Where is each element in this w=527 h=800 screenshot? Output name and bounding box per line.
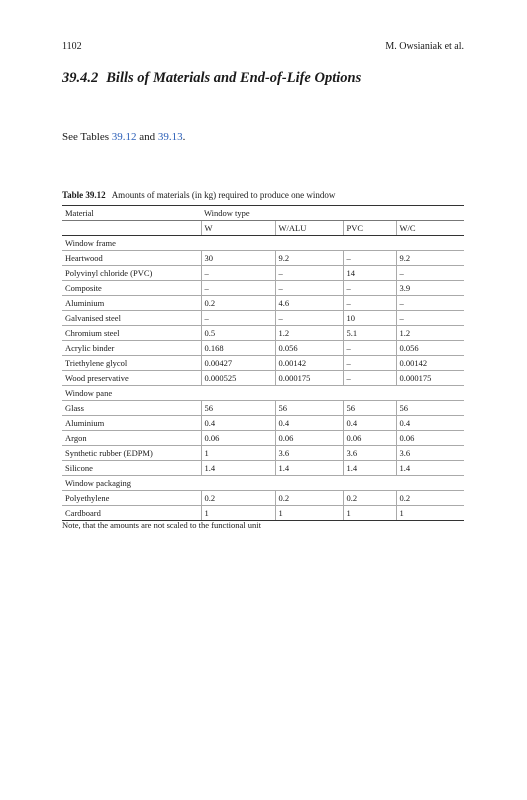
table-cell: 0.4	[275, 416, 343, 431]
material-name: Heartwood	[62, 251, 201, 266]
table-ref-link-39-13[interactable]: 39.13	[157, 131, 183, 143]
table-cell: 1	[201, 506, 275, 521]
section-number: 39.4.2	[62, 70, 99, 86]
table-row	[62, 281, 464, 296]
table-cell: 1	[275, 506, 343, 521]
table-row	[62, 416, 464, 431]
table-row	[62, 431, 464, 446]
table-cell: 9.2	[396, 251, 464, 266]
table-cell: –	[343, 371, 396, 386]
table-cell: 0.00142	[396, 356, 464, 371]
table-cell: –	[396, 311, 464, 326]
table-cell: –	[343, 281, 396, 296]
table-cell: 0.000175	[396, 371, 464, 386]
section-heading	[62, 70, 361, 87]
table-cell: 9.2	[275, 251, 343, 266]
table-cell: 3.6	[275, 446, 343, 461]
table-row	[62, 356, 464, 371]
table-cell: 0.06	[201, 431, 275, 446]
table-caption-text: Amounts of materials (in kg) required to produce one window	[111, 190, 336, 200]
material-name: Triethylene glycol	[62, 356, 201, 371]
material-name: Silicone	[62, 461, 201, 476]
material-name: Aluminium	[62, 416, 201, 431]
table-row	[62, 296, 464, 311]
material-name: Wood preservative	[62, 371, 201, 386]
table-row	[62, 326, 464, 341]
table-row	[62, 251, 464, 266]
table-cell: 0.056	[396, 341, 464, 356]
column-header: W/ALU	[275, 221, 343, 236]
table-row	[62, 371, 464, 386]
header-blank	[62, 221, 201, 236]
table-row	[62, 341, 464, 356]
table-cell: 0.2	[343, 491, 396, 506]
table-cell: 30	[201, 251, 275, 266]
table-row	[62, 506, 464, 521]
table-group-row	[62, 476, 464, 491]
page-number: 1102	[62, 41, 82, 52]
material-name: Galvanised steel	[62, 311, 201, 326]
table-row	[62, 461, 464, 476]
table-ref-link-39-12[interactable]: 39.12	[111, 131, 137, 143]
table-cell: 0.4	[396, 416, 464, 431]
table-row	[62, 311, 464, 326]
table-cell: 3.6	[396, 446, 464, 461]
table-cell: 56	[201, 401, 275, 416]
table-cell: –	[343, 251, 396, 266]
table-note: Note, that the amounts are not scaled to the functional unit	[62, 520, 261, 530]
material-name: Aluminium	[62, 296, 201, 311]
table-cell: 3.9	[396, 281, 464, 296]
table-cell: 5.1	[343, 326, 396, 341]
table-cell: 0.06	[275, 431, 343, 446]
table-cell: 1.2	[396, 326, 464, 341]
table-cell: 56	[396, 401, 464, 416]
material-name: Synthetic rubber (EDPM)	[62, 446, 201, 461]
material-name: Cardboard	[62, 506, 201, 521]
table-cell: 1	[396, 506, 464, 521]
table-cell: 0.2	[275, 491, 343, 506]
table-cell: 1	[201, 446, 275, 461]
table-cell: 0.4	[343, 416, 396, 431]
table-cell: 3.6	[343, 446, 396, 461]
table-cell: 1	[343, 506, 396, 521]
section-title: Bills of Materials and End-of-Life Options	[106, 70, 362, 86]
table-cell: –	[201, 311, 275, 326]
material-name: Composite	[62, 281, 201, 296]
table-cell: 0.000175	[275, 371, 343, 386]
table-cell: 0.06	[343, 431, 396, 446]
table-cell: 10	[343, 311, 396, 326]
table-cell: –	[396, 266, 464, 281]
material-name: Chromium steel	[62, 326, 201, 341]
table-cell: 0.00427	[201, 356, 275, 371]
group-heading: Window frame	[62, 236, 464, 251]
materials-table	[62, 205, 464, 521]
table-group-row	[62, 236, 464, 251]
table-cell: –	[201, 281, 275, 296]
table-cell: –	[275, 281, 343, 296]
table-row	[62, 401, 464, 416]
material-name: Polyvinyl chloride (PVC)	[62, 266, 201, 281]
table-cell: 0.2	[201, 491, 275, 506]
table-cell: 56	[343, 401, 396, 416]
table-cell: 0.06	[396, 431, 464, 446]
table-cell: 0.5	[201, 326, 275, 341]
table-body	[62, 236, 464, 521]
table-cell: 4.6	[275, 296, 343, 311]
body-suffix: .	[182, 131, 186, 143]
table-cell: –	[343, 356, 396, 371]
table-cell: 14	[343, 266, 396, 281]
running-authors: M. Owsianiak et al.	[385, 41, 464, 52]
table-cell: 0.168	[201, 341, 275, 356]
header-material: Material	[62, 206, 201, 221]
table-cell: 0.056	[275, 341, 343, 356]
column-header: W	[201, 221, 275, 236]
table-cell: 1.4	[396, 461, 464, 476]
table-cell: 1.4	[201, 461, 275, 476]
table-cell: –	[275, 311, 343, 326]
material-name: Glass	[62, 401, 201, 416]
table-cell: –	[201, 266, 275, 281]
table-subheader-row	[62, 221, 464, 236]
table-cell: –	[396, 296, 464, 311]
table-row	[62, 446, 464, 461]
table-cell: 0.2	[201, 296, 275, 311]
table-label: Table 39.12	[62, 190, 106, 200]
table-cell: 1.2	[275, 326, 343, 341]
table-cell: 1.4	[343, 461, 396, 476]
table-cell: –	[275, 266, 343, 281]
table-cell: 56	[275, 401, 343, 416]
table-header-row	[62, 206, 464, 221]
material-name: Polyethylene	[62, 491, 201, 506]
column-header: PVC	[343, 221, 396, 236]
table-caption	[62, 190, 335, 200]
body-prefix: See Tables	[62, 131, 112, 143]
table-row	[62, 266, 464, 281]
material-name: Acrylic binder	[62, 341, 201, 356]
table-cell: 1.4	[275, 461, 343, 476]
body-paragraph	[62, 131, 185, 143]
material-name: Argon	[62, 431, 201, 446]
table-row	[62, 491, 464, 506]
table-cell: 0.4	[201, 416, 275, 431]
group-heading: Window packaging	[62, 476, 464, 491]
group-heading: Window pane	[62, 386, 464, 401]
column-header: W/C	[396, 221, 464, 236]
table-cell: –	[343, 341, 396, 356]
table-cell: –	[343, 296, 396, 311]
header-window-type: Window type	[201, 206, 464, 221]
table-group-row	[62, 386, 464, 401]
table-cell: 0.000525	[201, 371, 275, 386]
body-conj: and	[136, 131, 158, 143]
table-cell: 0.00142	[275, 356, 343, 371]
table-cell: 0.2	[396, 491, 464, 506]
